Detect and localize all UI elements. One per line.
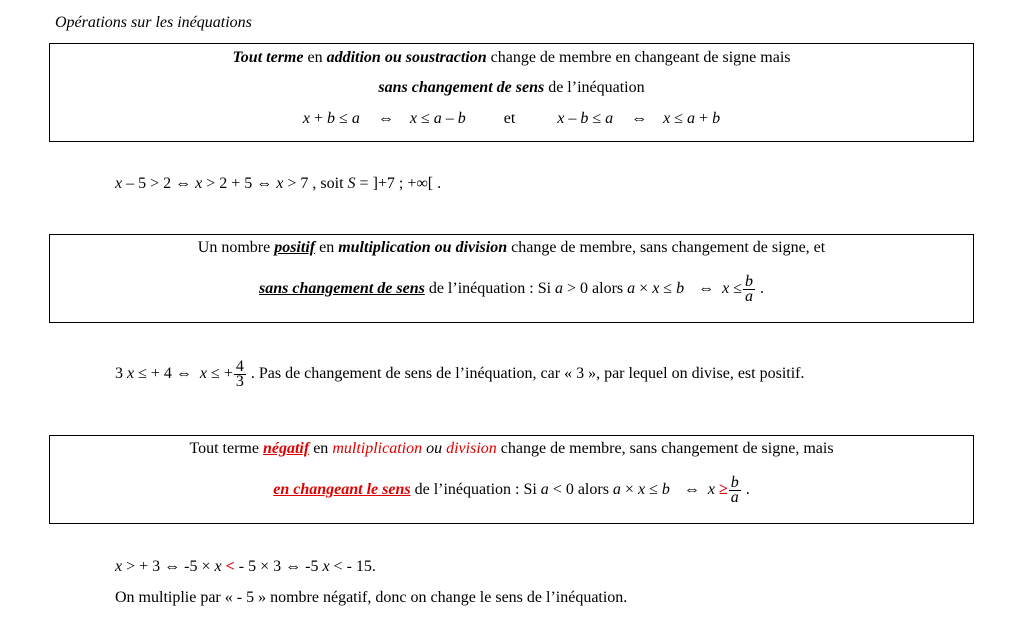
var: x <box>409 110 417 127</box>
op: ≤ + <box>207 365 233 382</box>
var: x <box>214 558 222 575</box>
text: > + 3 <box>122 558 165 575</box>
emph-multiplication: multiplication <box>332 440 423 457</box>
op: × <box>620 481 638 498</box>
var: x <box>272 175 284 192</box>
fraction-denominator: a <box>744 287 753 305</box>
text: . Pas de changement de sens de l’inéquation, car « 3 », par lequel on divise, est positif. <box>246 365 805 382</box>
var: x <box>115 558 123 575</box>
op: ≤ <box>416 110 434 127</box>
var: b <box>676 280 685 297</box>
text: - 5 × 3 <box>238 558 286 575</box>
op: ≤ <box>335 110 352 127</box>
var: a <box>627 280 636 297</box>
text: -5 <box>301 558 323 575</box>
var: x <box>127 365 135 382</box>
op: ≤ <box>729 280 742 297</box>
rule1-line1 <box>50 48 973 68</box>
fraction-numerator: b <box>730 473 739 491</box>
conj-et: et <box>503 110 516 127</box>
rule3-line2 <box>50 470 973 510</box>
rule3-line1 <box>50 439 973 459</box>
var: b <box>580 110 589 127</box>
rule2-line2 <box>50 269 973 309</box>
rule1-formula <box>50 109 973 129</box>
var: b <box>712 110 721 127</box>
text: > 7 , soit <box>283 175 348 192</box>
op-less-than: < <box>221 558 239 575</box>
var: a <box>540 481 549 498</box>
op: ≤ <box>670 110 688 127</box>
var: b <box>327 110 336 127</box>
op: + <box>310 110 328 127</box>
var: a <box>612 481 621 498</box>
example-negative-explanation: On multiplie par « - 5 » nombre négatif, donc on change le sens de l’inéquation. <box>115 589 628 606</box>
fraction-b-over-a <box>729 473 741 506</box>
example-addition <box>115 174 441 194</box>
equivalence-symbol: ⇔ <box>175 365 192 382</box>
emph-addition-soustraction: addition ou soustraction <box>326 49 487 66</box>
equivalence-symbol: ⇔ <box>683 481 700 498</box>
emph-tout-terme: Tout terme <box>232 49 304 66</box>
text: 3 <box>115 365 127 382</box>
equivalence-symbol: ⇔ <box>256 175 273 192</box>
var: x <box>557 110 565 127</box>
equivalence-symbol: ⇔ <box>164 558 181 575</box>
text: < 0 alors <box>548 481 613 498</box>
var: x <box>722 280 730 297</box>
var: x <box>302 110 311 127</box>
var: x <box>191 175 203 192</box>
equivalence-symbol: ⇔ <box>631 110 648 127</box>
emph-division: division <box>446 440 497 457</box>
fraction-numerator: b <box>744 272 753 290</box>
var: x <box>199 365 208 382</box>
op: – <box>441 110 458 127</box>
text: en <box>309 440 333 457</box>
op: ≤ <box>645 481 662 498</box>
text: > 0 alors <box>563 280 628 297</box>
var: x <box>707 481 715 498</box>
rule-box-positive <box>49 234 974 323</box>
op-greater-equal: ≥ <box>714 481 728 498</box>
text: de l’inéquation : Si <box>424 280 556 297</box>
text-ou: ou <box>422 440 447 457</box>
text: > 2 + 5 <box>202 175 257 192</box>
text: -5 × <box>180 558 215 575</box>
equivalence-symbol: ⇔ <box>377 110 394 127</box>
var: x <box>322 558 330 575</box>
text: . <box>755 280 764 297</box>
example-negative-line1 <box>115 557 376 577</box>
emph-positif: positif <box>274 239 316 256</box>
text: de l’inéquation : Si <box>410 481 541 498</box>
text: ≤ + 4 <box>134 365 176 382</box>
text: change de membre, sans changement de signe, mais <box>496 440 834 457</box>
fraction-denominator: 3 <box>235 372 244 390</box>
op: ≤ <box>588 110 606 127</box>
op: ≤ <box>659 280 677 297</box>
emph-sans-changement: sans changement de sens <box>378 79 545 96</box>
fraction-b-over-a <box>743 272 755 305</box>
var: x <box>115 175 123 192</box>
text: < - 15. <box>329 558 376 575</box>
var: a <box>351 110 360 127</box>
page-title: Opérations sur les inéquations <box>55 14 252 31</box>
var: x <box>663 110 671 127</box>
text: – 5 > 2 <box>122 175 176 192</box>
rule1-line2 <box>50 78 973 98</box>
var-solution-set: S <box>347 175 356 192</box>
text: de l’inéquation <box>544 79 645 96</box>
var: a <box>555 280 564 297</box>
example-positive <box>115 354 804 394</box>
var: b <box>457 110 466 127</box>
var: x <box>652 280 660 297</box>
emph-multiplication-division: multiplication ou division <box>338 239 508 256</box>
equivalence-symbol: ⇔ <box>698 280 715 297</box>
text: en <box>303 49 327 66</box>
fraction-denominator: a <box>730 488 739 506</box>
emph-en-changeant-le-sens: en changeant le sens <box>273 481 411 498</box>
text: Un nombre <box>197 239 275 256</box>
equivalence-symbol: ⇔ <box>285 558 302 575</box>
rule-box-addition <box>49 43 974 142</box>
text: Tout terme <box>189 440 263 457</box>
text: en <box>315 239 339 256</box>
text: change de membre, sans changement de signe, et <box>507 239 826 256</box>
text: . <box>741 481 750 498</box>
var: x <box>637 481 646 498</box>
var: b <box>661 481 670 498</box>
var: a <box>433 110 442 127</box>
op: + <box>695 110 713 127</box>
op: – <box>564 110 581 127</box>
fraction-numerator: 4 <box>235 357 244 375</box>
var: a <box>605 110 614 127</box>
op: × <box>635 280 653 297</box>
var: a <box>687 110 696 127</box>
emph-sans-changement: sans changement de sens <box>259 280 425 297</box>
fraction-4-over-3 <box>234 357 246 390</box>
emph-negatif: négatif <box>262 440 310 457</box>
text: = ]+7 ; +∞[ . <box>355 175 442 192</box>
rule2-line1 <box>50 238 973 258</box>
equivalence-symbol: ⇔ <box>175 175 192 192</box>
rule-box-negative <box>49 435 974 524</box>
text: change de membre en changeant de signe mais <box>486 49 791 66</box>
